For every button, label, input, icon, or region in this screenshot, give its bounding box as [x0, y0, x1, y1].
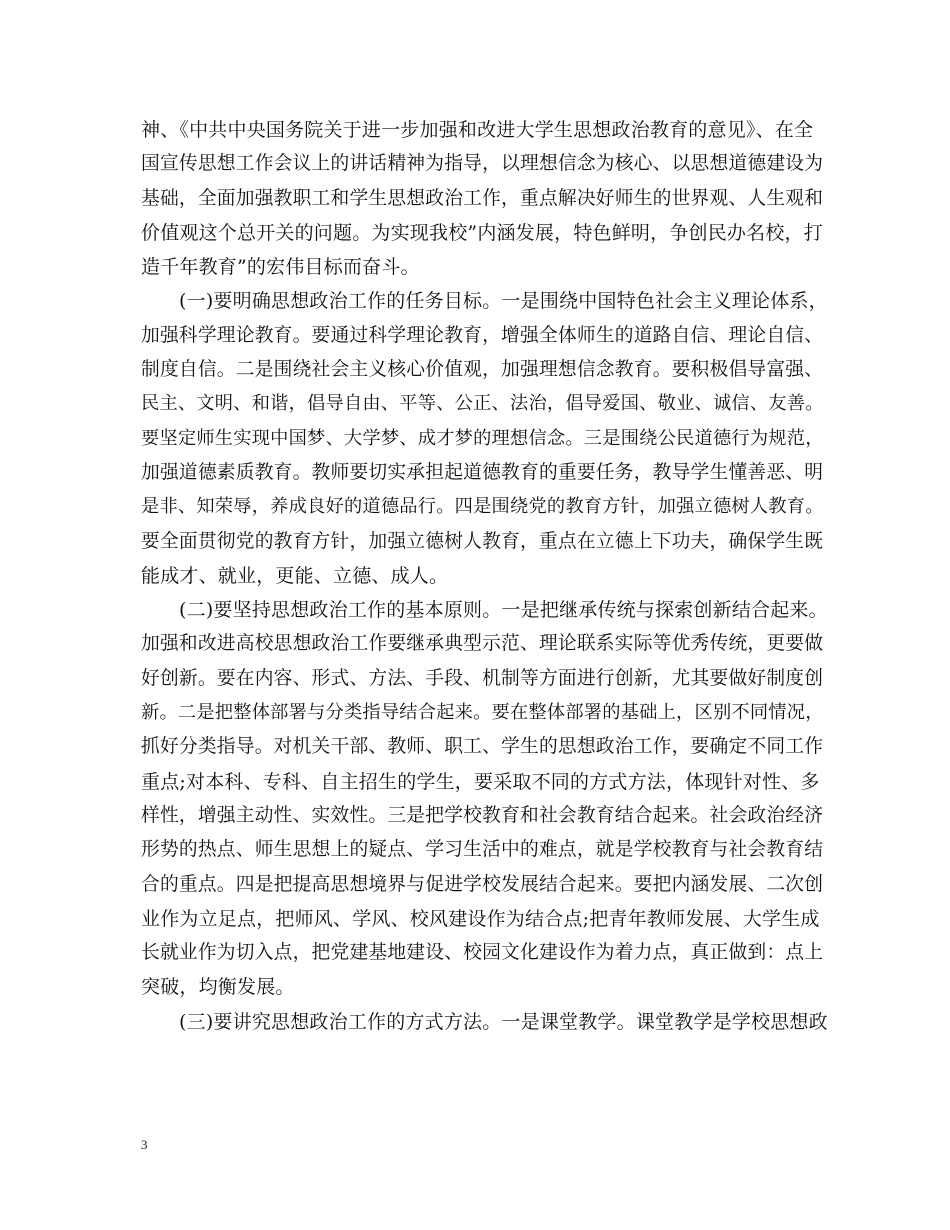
paragraph-first-line: (二)要坚持思想政治工作的基本原则。一是把继承传统与探索创新结合起来。 — [179, 599, 828, 622]
text-line: 是非、知荣辱，养成良好的道德品行。四是围绕党的教育方针，加强立德树人教育。 — [141, 496, 824, 518]
text-line: 制度自信。二是围绕社会主义核心价值观，加强理想信念教育。要积极倡导富强、 — [141, 359, 824, 381]
text-line: 要全面贯彻党的教育方针，加强立德树人教育，重点在立德上下功夫，确保学生既 — [141, 530, 824, 552]
text-line: 重点;对本科、专科、自主招生的学生，要采取不同的方式方法，体现针对性、多 — [141, 770, 820, 793]
text-line: 加强道德素质教育。教师要切实承担起道德教育的重要任务，教导学生懂善恶、明 — [141, 461, 824, 483]
text-line: 加强科学理论教育。要通过科学理论教育，增强全体师生的道路自信、理论自信、 — [141, 324, 824, 346]
text-line: 新。二是把整体部署与分类指导结合起来。要在整体部署的基础上，区别不同情况， — [141, 702, 824, 724]
text-line: 要坚定师生实现中国梦、大学梦、成才梦的理想信念。三是围绕公民道德行为规范， — [141, 427, 824, 449]
paragraph-first-line: (一)要明确思想政治工作的任务目标。一是围绕中国特色社会主义理论体系， — [179, 290, 828, 313]
text-line: 形势的热点、师生思想上的疑点、学习生活中的难点，就是学校教育与社会教育结 — [141, 839, 824, 861]
page-number: 3 — [141, 1137, 148, 1152]
text-line: 突破，均衡发展。 — [141, 976, 295, 999]
text-line: 好创新。要在内容、形式、方法、手段、机制等方面进行创新，尤其要做好制度创 — [141, 667, 824, 689]
paragraph-first-line: (三)要讲究思想政治工作的方式方法。一是课堂教学。课堂教学是学校思想政 — [179, 1010, 828, 1033]
text-line: 抓好分类指导。对机关干部、教师、职工、学生的思想政治工作，要确定不同工作 — [141, 736, 824, 758]
body-text — [141, 113, 831, 1039]
text-line: 造千年教育”的宏伟目标而奋斗。 — [141, 256, 420, 279]
text-line: 神、《中共中央国务院关于进一步加强和改进大学生思想政治教育的意见》、在全 — [141, 119, 814, 141]
text-line: 国宣传思想工作会议上的讲话精神为指导，以理想信念为核心、以思想道德建设为 — [141, 153, 824, 175]
text-line: 能成才、就业，更能、立德、成人。 — [141, 564, 449, 587]
text-line: 样性，增强主动性、实效性。三是把学校教育和社会教育结合起来。社会政治经济 — [141, 804, 824, 826]
text-line: 加强和改进高校思想政治工作要继承典型示范、理论联系实际等优秀传统，更要做 — [141, 633, 824, 655]
text-line: 基础，全面加强教职工和学生思想政治工作，重点解决好师生的世界观、人生观和 — [141, 187, 824, 209]
text-line: 民主、文明、和谐，倡导自由、平等、公正、法治，倡导爱国、敬业、诚信、友善。 — [141, 393, 824, 415]
text-line: 合的重点。四是把提高思想境界与促进学校发展结合起来。要把内涵发展、二次创 — [141, 873, 824, 895]
text-line: 长就业作为切入点，把党建基地建设、校园文化建设作为着力点，真正做到：点上 — [141, 942, 824, 964]
text-line: 业作为立足点，把师风、学风、校风建设作为结合点;把青年教师发展、大学生成 — [141, 907, 820, 930]
text-line: 价值观这个总开关的问题。为实现我校”内涵发展，特色鲜明，争创民办名校，打 — [141, 221, 823, 244]
